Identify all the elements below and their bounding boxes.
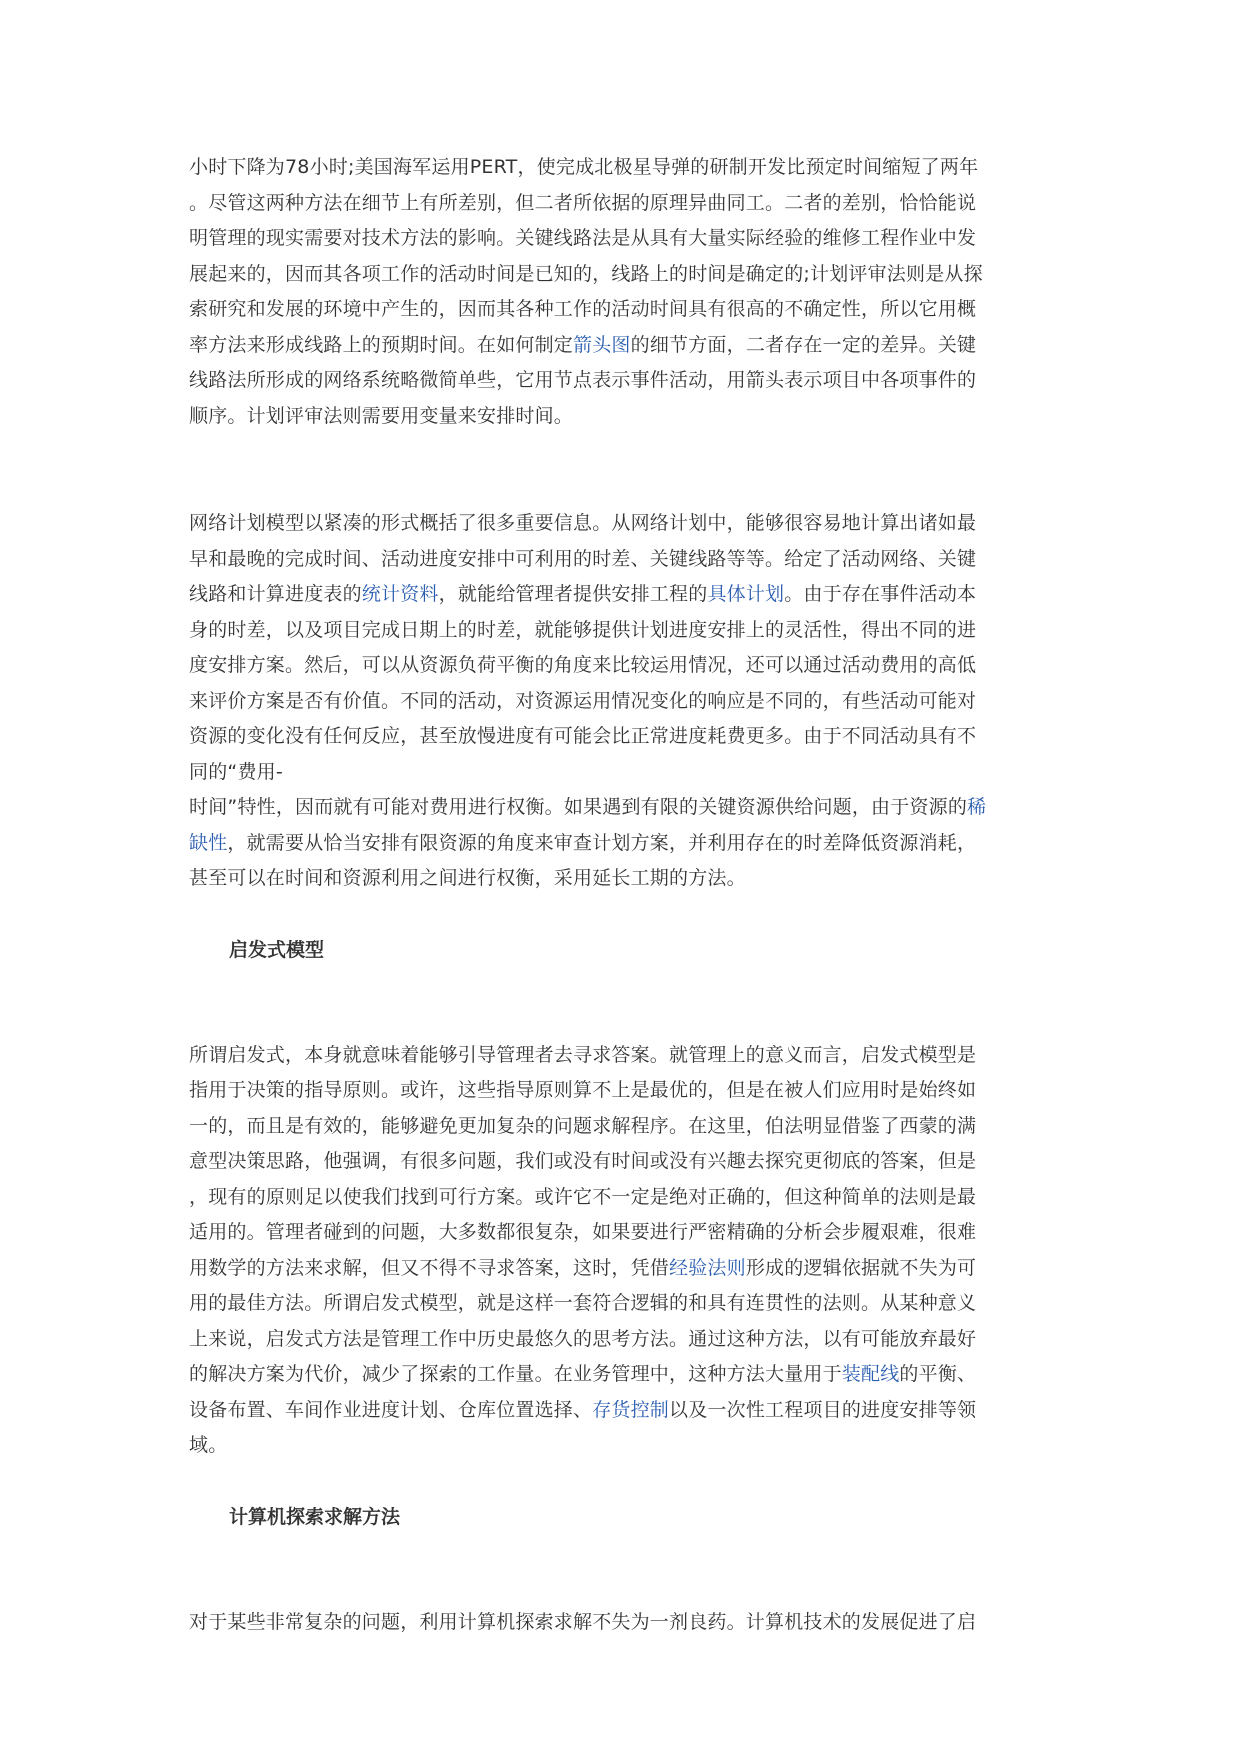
text-line xyxy=(189,577,1051,613)
text-segment: 率方法来形成线路上的预期时间。在如何制定 xyxy=(189,333,574,356)
text-line: 网络计划模型以紧凑的形式概括了很多重要信息。从网络计划中，能够很容易地计算出诸如最 xyxy=(189,512,977,534)
text-segment: 的解决方案为代价，减少了探索的工作量。在业务管理中，这种方法大量用于 xyxy=(189,1363,842,1385)
text-line xyxy=(189,790,1051,826)
text-line: 早和最晚的完成时间、活动进度安排中可利用的时差、关键线路等等。给定了活动网络、关键 xyxy=(189,547,977,570)
text-line: 顺序。计划评审法则需要用变量来安排时间。 xyxy=(189,404,574,427)
text-line: 来评价方案是否有价值。不同的活动，对资源运用情况变化的响应是不同的，有些活动可能对 xyxy=(189,689,977,712)
link-statistics[interactable]: 统计资料 xyxy=(361,583,439,605)
paragraph-heuristic xyxy=(189,1038,1051,1464)
section-heading-heuristic: 启发式模型 xyxy=(229,938,325,961)
text-segment: 线路和计算进度表的 xyxy=(189,583,362,605)
text-line: 适用的。管理者碰到的问题，大多数都很复杂，如果要进行严密精确的分析会步履艰难，很难 xyxy=(189,1221,977,1243)
text-line: ，现有的原则足以使我们找到可行方案。或许它不一定是绝对正确的，但这种简单的法则是最 xyxy=(189,1185,977,1208)
text-line: 上来说，启发式方法是管理工作中历史最悠久的思考方法。通过这种方法，以有可能放弃最好 xyxy=(189,1327,977,1350)
link-scarcity[interactable]: 缺性 xyxy=(189,831,228,854)
paragraph-spacer xyxy=(189,434,1051,506)
paragraph-cpm-pert xyxy=(189,150,1051,434)
text-line: 甚至可以在时间和资源利用之间进行权衡，采用延长工期的方法。 xyxy=(189,867,746,889)
paragraph-spacer xyxy=(189,897,1051,932)
text-line: 指用于决策的指导原则。或许，这些指导原则算不上是最优的，但是在被人们应用时是始终如 xyxy=(189,1079,977,1101)
text-line xyxy=(189,328,1051,364)
text-line: 明管理的现实需要对技术方法的影响。关键线路法是从具有大量实际经验的维修工程作业中发 xyxy=(189,227,977,249)
text-line: 对于某些非常复杂的问题，利用计算机探索求解不失为一剂良药。计算机技术的发展促进了启 xyxy=(189,1610,977,1633)
text-segment: ，就需要从恰当安排有限资源的角度来审查计划方案，并利用存在的时差降低资源消耗， xyxy=(227,831,977,854)
paragraph-spacer xyxy=(189,968,1051,1038)
paragraph-computer-search xyxy=(189,1605,1051,1641)
link-rule-of-thumb[interactable]: 经验法则 xyxy=(669,1256,746,1279)
text-segment: 以及一次性工程项目的进度安排等领 xyxy=(669,1398,977,1421)
text-line: 身的时差，以及项目完成日期上的时差，就能够提供计划进度安排上的灵活性，得出不同的进 xyxy=(189,618,977,641)
text-line: 索研究和发展的环境中产生的，因而其各种工作的活动时间具有很高的不确定性，所以它用概 xyxy=(189,298,977,320)
text-line: 域。 xyxy=(189,1434,228,1456)
text-segment: 形成的逻辑依据就不失为可 xyxy=(745,1256,977,1279)
text-line xyxy=(189,1357,1051,1393)
text-line: 小时下降为78小时;美国海军运用PERT，使完成北极星导弹的研制开发比预定时间缩短了两年 xyxy=(189,156,979,178)
text-segment: 时间”特性，因而就有可能对费用进行权衡。如果遇到有限的关键资源供给问题，由于资源的 xyxy=(189,796,968,818)
link-scarcity[interactable]: 稀 xyxy=(967,796,987,818)
paragraph-network-plan xyxy=(189,506,1051,897)
text-line xyxy=(189,1393,1051,1429)
text-line: 。尽管这两种方法在细节上有所差别，但二者所依据的原理异曲同工。二者的差别，恰恰能说 xyxy=(189,191,977,214)
paragraph-spacer xyxy=(189,1535,1051,1605)
link-inventory-control[interactable]: 存货控制 xyxy=(592,1398,670,1421)
text-line: 线路法所形成的网络系统略微简单些，它用节点表示事件活动，用箭头表示项目中各项事件的 xyxy=(189,369,977,391)
text-line: 所谓启发式，本身就意味着能够引导管理者去寻求答案。就管理上的意义而言，启发式模型是 xyxy=(189,1043,977,1066)
text-line: 资源的变化没有任何反应，甚至放慢进度有可能会比正常进度耗费更多。由于不同活动具有不 xyxy=(189,725,977,747)
text-segment: 设备布置、车间作业进度计划、仓库位置选择、 xyxy=(189,1398,593,1421)
link-assembly-line[interactable]: 装配线 xyxy=(841,1363,900,1385)
text-line: 同的“费用- xyxy=(189,760,283,783)
text-line: 意型决策思路，他强调，有很多问题，我们或没有时间或没有兴趣去探究更彻底的答案，但是 xyxy=(189,1150,977,1172)
text-line xyxy=(189,1251,1051,1287)
text-segment: 。由于存在事件活动本 xyxy=(784,583,977,605)
text-segment: 的平衡、 xyxy=(899,1363,977,1385)
link-specific-plan[interactable]: 具体计划 xyxy=(707,583,785,605)
text-line: 展起来的，因而其各项工作的活动时间是已知的，线路上的时间是确定的;计划评审法则是从探 xyxy=(189,262,983,285)
link-arrow-diagram[interactable]: 箭头图 xyxy=(573,333,631,356)
text-segment: 的细节方面，二者存在一定的差异。关键 xyxy=(630,333,977,356)
text-segment: 用数学的方法来求解，但又不得不寻求答案，这时，凭借 xyxy=(189,1256,670,1279)
text-line xyxy=(189,826,1051,862)
text-line: 用的最佳方法。所谓启发式模型，就是这样一套符合逻辑的和具有连贯性的法则。从某种意义 xyxy=(189,1292,977,1314)
text-line: 一的，而且是有效的，能够避免更加复杂的问题求解程序。在这里，伯法明显借鉴了西蒙的满 xyxy=(189,1114,977,1137)
section-heading-computer-search: 计算机探索求解方法 xyxy=(229,1505,401,1528)
document-page xyxy=(189,150,1051,1640)
text-segment: ，就能给管理者提供安排工程的 xyxy=(438,583,708,605)
paragraph-spacer xyxy=(189,1464,1051,1499)
text-line: 度安排方案。然后，可以从资源负荷平衡的角度来比较运用情况，还可以通过活动费用的高低 xyxy=(189,654,977,676)
